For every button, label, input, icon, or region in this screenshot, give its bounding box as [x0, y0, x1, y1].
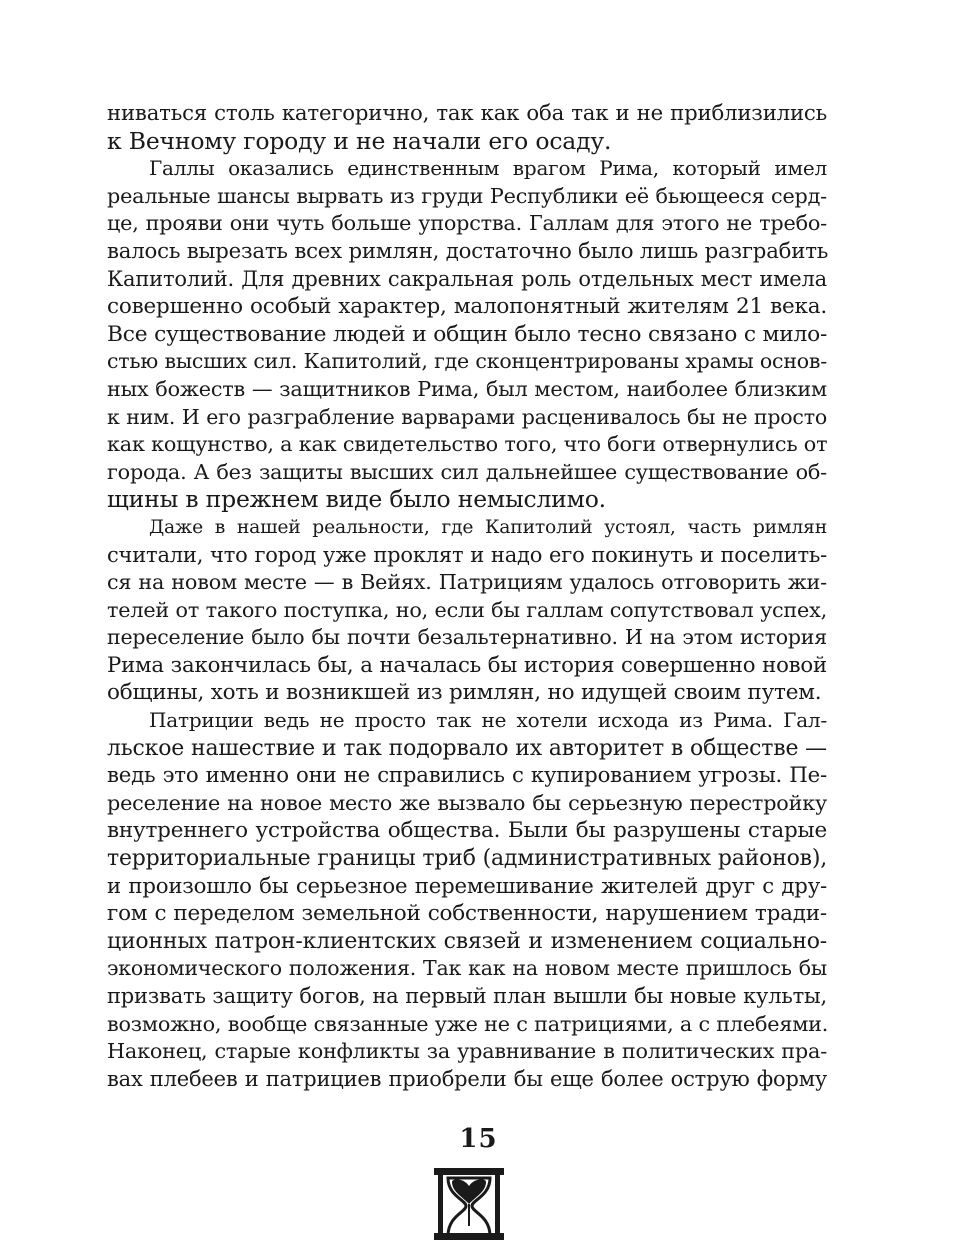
- text-line: общины, хоть и возникшей из римлян, но идущей своим путем.: [107, 680, 822, 706]
- text-line: щины в прежнем виде было немыслимо.: [107, 485, 606, 514]
- text-line: ных божеств — защитников Рима, был местом, наиболее близким: [107, 376, 827, 401]
- text-line: к ним. И его разграбление варварами расценивалось бы не просто: [107, 404, 827, 429]
- text-line: возможно, вообще связанные уже не с патрициями, а с плебеями.: [107, 1011, 829, 1036]
- text-line: Патриции ведь не просто так не хотели исхода из Рима. Гал-: [149, 708, 827, 733]
- text-line: льское нашествие и так подорвало их авторитет в обществе —: [107, 735, 827, 761]
- text-line: ведь это именно они не справились с купированием угрозы. Пе-: [107, 763, 827, 789]
- text-line: це, прояви они чуть больше упорства. Галлам для этого не требо-: [107, 211, 827, 236]
- text-line: стью высших сил. Капитолий, где сконцентрированы храмы основ-: [107, 349, 827, 374]
- text-line: реальные шансы вырвать из груди Республики её бьющееся серд-: [107, 183, 827, 208]
- text-line: внутреннего устройства общества. Были бы разрушены старые: [107, 818, 827, 844]
- body-text: [107, 100, 827, 1093]
- text-line: территориальные границы триб (административных районов),: [107, 846, 827, 872]
- text-line: призвать защиту богов, на первый план вышли бы новые культы,: [107, 984, 827, 1008]
- text-line: как кощунство, а как свидетельство того, что боги отвернулись от: [107, 432, 828, 457]
- text-line: Все существование людей и общин было тесно связано с мило-: [107, 321, 828, 347]
- text-line: вах плебеев и патрициев приобрели бы еще более острую форму: [107, 1066, 827, 1091]
- text-line: реселение на новое место же вызвало бы серьезную перестройку: [107, 790, 827, 815]
- text-line: и произошло бы серьезное перемешивание жителей друг с дру-: [107, 873, 827, 899]
- text-line: Галлы оказались единственным врагом Рима, который имел: [149, 156, 827, 181]
- text-line: ся на новом месте — в Вейях. Патрициям удалось отговорить жи-: [107, 570, 827, 595]
- text-line: экономического положения. Так как на новом месте пришлось бы: [107, 956, 827, 981]
- text-line: валось вырезать всех римлян, достаточно было лишь разграбить: [107, 238, 829, 264]
- text-line: города. А без защиты высших сил дальнейшее существование об-: [107, 459, 827, 484]
- text-line: Рима закончилась бы, а началась бы история совершенно новой: [107, 652, 827, 678]
- text-line: ционных патрон-клиентских связей и изменением социально-: [107, 928, 827, 954]
- text-line: ниваться столь категорично, так как оба так и не приблизились: [107, 101, 827, 126]
- text-line: переселение было бы почти безальтернативно. И на этом история: [107, 625, 827, 650]
- text-line: гом с переделом земельной собственности, нарушением тради-: [107, 901, 827, 927]
- page-number: 15: [459, 1124, 498, 1154]
- hourglass-icon: [432, 1166, 506, 1240]
- text-line: Наконец, старые конфликты за уравнивание в политических пра-: [107, 1039, 827, 1064]
- text-line: считали, что город уже проклят и надо его покинуть и поселить-: [107, 542, 827, 567]
- text-line: совершенно особый характер, малопонятный жителям 21 века.: [107, 294, 827, 320]
- text-line: Капитолий. Для древних сакральная роль отдельных мест имела: [107, 266, 827, 291]
- text-line: к Вечному городу и не начали его осаду.: [107, 126, 612, 155]
- text-line: Даже в нашей реальности, где Капитолий устоял, часть римлян: [149, 516, 827, 538]
- text-line: телей от такого поступка, но, если бы галлам сопутствовал успех,: [107, 597, 827, 622]
